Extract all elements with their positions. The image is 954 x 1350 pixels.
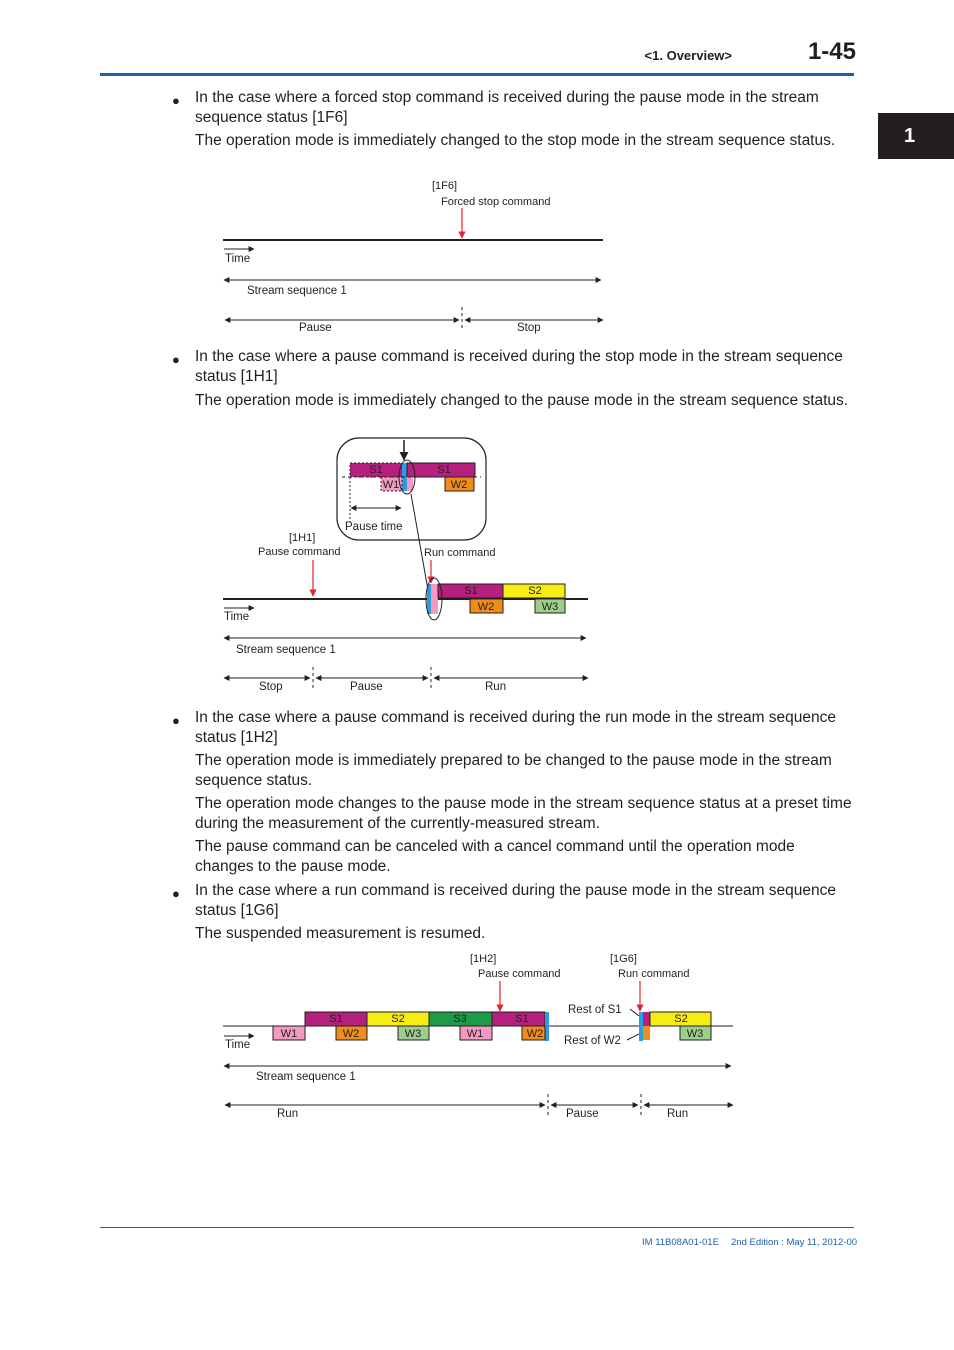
blue-bar bbox=[545, 1012, 549, 1041]
block-label: W3 bbox=[686, 1028, 704, 1040]
w1-rest bbox=[431, 584, 438, 614]
block-label: S2 bbox=[674, 1013, 688, 1025]
run-command-label: Run command bbox=[424, 547, 496, 559]
time-label: Time bbox=[225, 253, 251, 265]
bullet-icon: ● bbox=[172, 352, 180, 367]
edition: 2nd Edition : May 11, 2012-00 bbox=[731, 1237, 858, 1248]
mode-label: Run bbox=[277, 1108, 299, 1120]
sequence-label: Stream sequence 1 bbox=[256, 1071, 356, 1083]
rest-w2-pointer bbox=[627, 1034, 639, 1040]
paragraph: The operation mode is immediately prepared to be changed to the pause mode in the stream sequence status. bbox=[195, 752, 832, 789]
header-rule bbox=[100, 73, 854, 76]
blue-bar bbox=[427, 584, 431, 614]
page-number: 1-45 bbox=[807, 38, 856, 65]
doc-id: IM 11B08A01-01E bbox=[642, 1237, 719, 1248]
block-label: S3 bbox=[453, 1013, 467, 1025]
inset-label: W2 bbox=[450, 479, 468, 491]
block-label: S1 bbox=[464, 585, 478, 597]
mode-label: Run bbox=[485, 681, 507, 693]
inset-label: W1 bbox=[382, 479, 400, 491]
block-label: W3 bbox=[404, 1028, 422, 1040]
command-label: Forced stop command bbox=[441, 196, 551, 208]
sequence-label: Stream sequence 1 bbox=[247, 285, 347, 297]
section-heading: In the case where a forced stop command is received during the pause mode in the stream sequence status [1F6] bbox=[195, 89, 819, 126]
section-heading: In the case where a pause command is received during the stop mode in the stream sequence status [1H1] bbox=[195, 348, 843, 385]
section-heading: In the case where a pause command is received during the run mode in the stream sequence status [1H2] bbox=[195, 709, 837, 746]
inset-label: S1 bbox=[437, 464, 451, 476]
block-label: S2 bbox=[391, 1013, 405, 1025]
footer-rule bbox=[100, 1227, 854, 1228]
mode-label: Pause bbox=[299, 322, 332, 334]
sequence-label: Stream sequence 1 bbox=[236, 644, 336, 656]
section-title: <1. Overview> bbox=[644, 48, 732, 63]
blue-bar bbox=[639, 1012, 643, 1041]
mode-label: Pause bbox=[350, 681, 383, 693]
zoom-connector bbox=[411, 494, 428, 590]
rest-s1-pointer bbox=[630, 1009, 639, 1016]
w2-rest bbox=[643, 1026, 650, 1040]
command-code: [1H1] bbox=[289, 532, 316, 544]
pause-command-label: Pause command bbox=[258, 546, 341, 558]
section-heading: In the case where a run command is received during the pause mode in the stream sequence status [1G6] bbox=[195, 882, 837, 919]
time-label: Time bbox=[224, 611, 250, 623]
block-label: W1 bbox=[466, 1028, 484, 1040]
bullet-icon: ● bbox=[172, 886, 180, 901]
inset-label: S1 bbox=[369, 464, 383, 476]
block-label: W1 bbox=[280, 1028, 298, 1040]
command-code: [1H2] bbox=[470, 953, 497, 965]
chapter-tab: 1 bbox=[878, 113, 954, 159]
figure-pause-from-stop bbox=[0, 430, 954, 700]
block-label: W2 bbox=[342, 1028, 360, 1040]
command-code: [1F6] bbox=[432, 180, 458, 192]
paragraph: The pause command can be canceled with a cancel command until the operation mode changes to the pause mode. bbox=[195, 838, 795, 875]
block-label: W2 bbox=[526, 1028, 544, 1040]
mode-label: Run bbox=[667, 1108, 689, 1120]
bullet-icon: ● bbox=[172, 93, 180, 108]
pause-command-label: Pause command bbox=[478, 968, 561, 980]
paragraph: The operation mode changes to the pause mode in the stream sequence status at a preset time during the measurement of the currently-measured stream. bbox=[195, 795, 852, 832]
mode-label: Stop bbox=[259, 681, 283, 693]
paragraph: The operation mode is immediately changed to the stop mode in the stream sequence status. bbox=[195, 132, 836, 149]
bullet-icon: ● bbox=[172, 713, 180, 728]
time-label: Time bbox=[225, 1039, 251, 1051]
block-label: S1 bbox=[515, 1013, 529, 1025]
command-code: [1G6] bbox=[610, 953, 637, 965]
run-command-label: Run command bbox=[618, 968, 690, 980]
inset-w1-rest bbox=[407, 477, 413, 491]
block-label: W3 bbox=[541, 601, 559, 613]
mode-label: Pause bbox=[566, 1108, 599, 1120]
pause-time-label: Pause time bbox=[345, 521, 403, 533]
block-label: S1 bbox=[329, 1013, 343, 1025]
rest-w2-label: Rest of W2 bbox=[564, 1035, 621, 1047]
s1-rest bbox=[643, 1012, 650, 1026]
block-label: S2 bbox=[528, 585, 542, 597]
mode-label: Stop bbox=[517, 322, 541, 334]
paragraph: The suspended measurement is resumed. bbox=[195, 925, 486, 942]
rest-s1-label: Rest of S1 bbox=[568, 1004, 622, 1016]
figure-forced-stop bbox=[0, 170, 954, 340]
paragraph: The operation mode is immediately changed to the pause mode in the stream sequence status. bbox=[195, 392, 849, 409]
block-label: W2 bbox=[477, 601, 495, 613]
figure-pause-run bbox=[0, 950, 954, 1130]
